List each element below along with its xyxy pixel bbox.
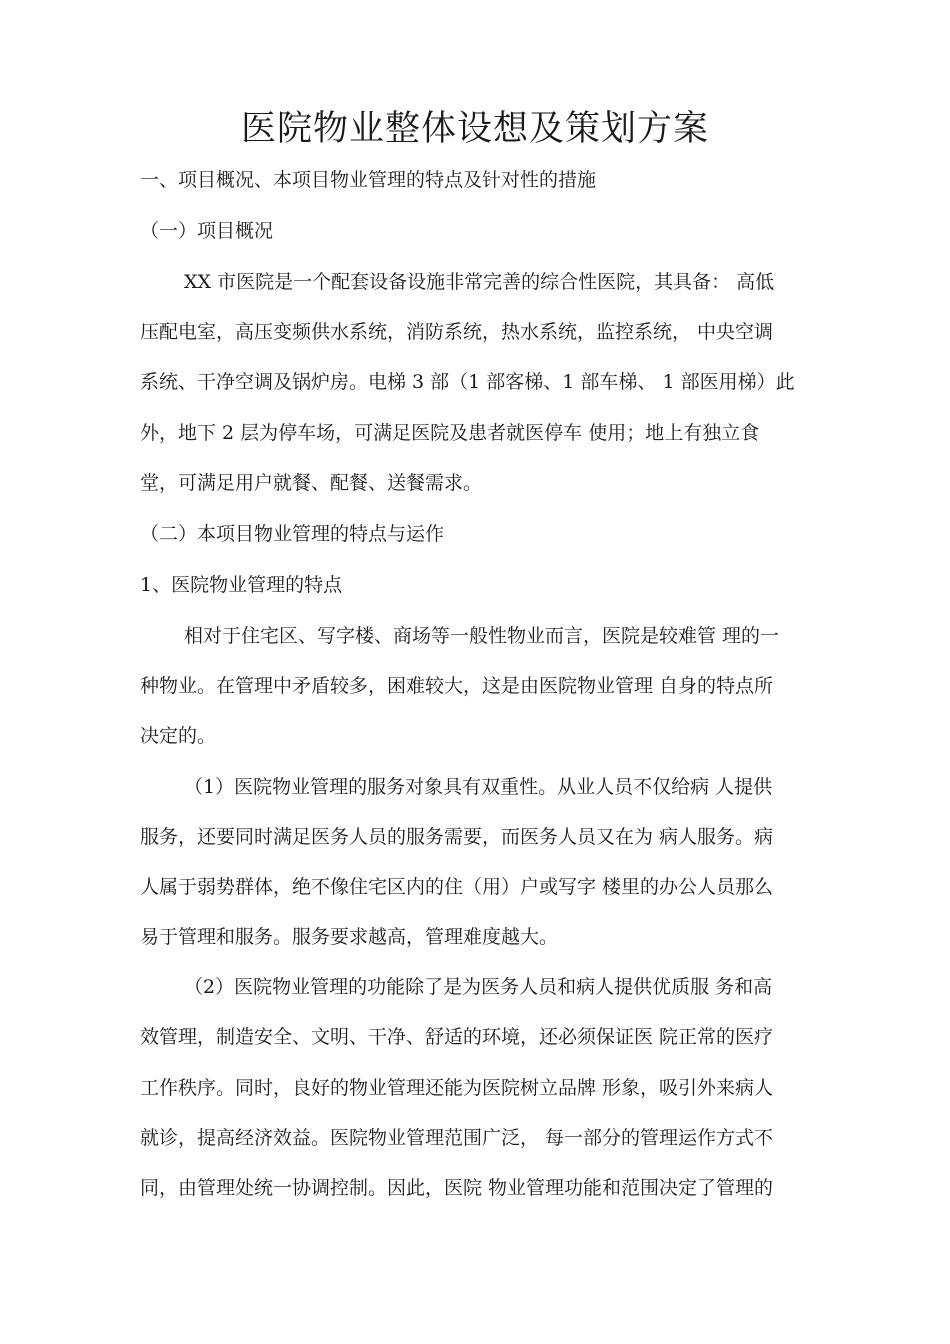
paragraph-line: 人属于弱势群体，绝不像住宅区内的住（用）户或写字 楼里的办公人员那么 (140, 876, 774, 898)
section-heading: 一、项目概况、本项目物业管理的特点及针对性的措施 (140, 169, 597, 191)
paragraph-line: 易于管理和服务。服务要求越高，管理难度越大。 (140, 926, 559, 948)
paragraph-line: 工作秩序。同时，良好的物业管理还能为医院树立品牌 形象，吸引外来病人 (140, 1077, 774, 1099)
paragraph-line: 堂，可满足用户就餐、配餐、送餐需求。 (140, 472, 483, 494)
paragraph-line: 种物业。在管理中矛盾较多，困难较大，这是由医院物业管理 自身的特点所 (140, 675, 774, 697)
paragraph-line: 效管理，制造安全、文明、干净、舒适的环境，还必须保证医 院正常的医疗 (140, 1026, 774, 1048)
subsection-heading: （一）项目概况 (140, 220, 274, 242)
paragraph-line: （2）医院物业管理的功能除了是为医务人员和病人提供优质服 务和高 (184, 976, 773, 998)
paragraph-line: 相对于住宅区、写字楼、商场等一般性物业而言，医院是较难管 理的一 (184, 625, 780, 647)
paragraph-line: 系统、干净空调及锅炉房。电梯 3 部（1 部客梯、1 部车梯、 1 部医用梯）此 (140, 371, 795, 393)
paragraph-line: 压配电室，高压变频供水系统，消防系统，热水系统，监控系统， 中央空调 (140, 321, 774, 343)
item-heading: 1、医院物业管理的特点 (140, 574, 343, 596)
subsection-heading: （二）本项目物业管理的特点与运作 (140, 523, 445, 545)
paragraph-line: 服务，还要同时满足医务人员的服务需要，而医务人员又在为 病人服务。病 (140, 826, 774, 848)
paragraph-line: （1）医院物业管理的服务对象具有双重性。从业人员不仅给病 人提供 (184, 776, 773, 798)
paragraph-line: 就诊，提高经济效益。医院物业管理范围广泛， 每一部分的管理运作方式不 (140, 1127, 774, 1149)
paragraph-line: 外，地下 2 层为停车场，可满足医院及患者就医停车 使用；地上有独立食 (140, 422, 760, 444)
paragraph-line: 决定的。 (140, 725, 217, 747)
document-title: 医院物业整体设想及策划方案 (240, 109, 709, 149)
paragraph-line: 同，由管理处统一协调控制。因此，医院 物业管理功能和范围决定了管理的 (140, 1177, 774, 1199)
paragraph-line: XX 市医院是一个配套设备设施非常完善的综合性医院，其具备： 高低 (184, 271, 775, 293)
